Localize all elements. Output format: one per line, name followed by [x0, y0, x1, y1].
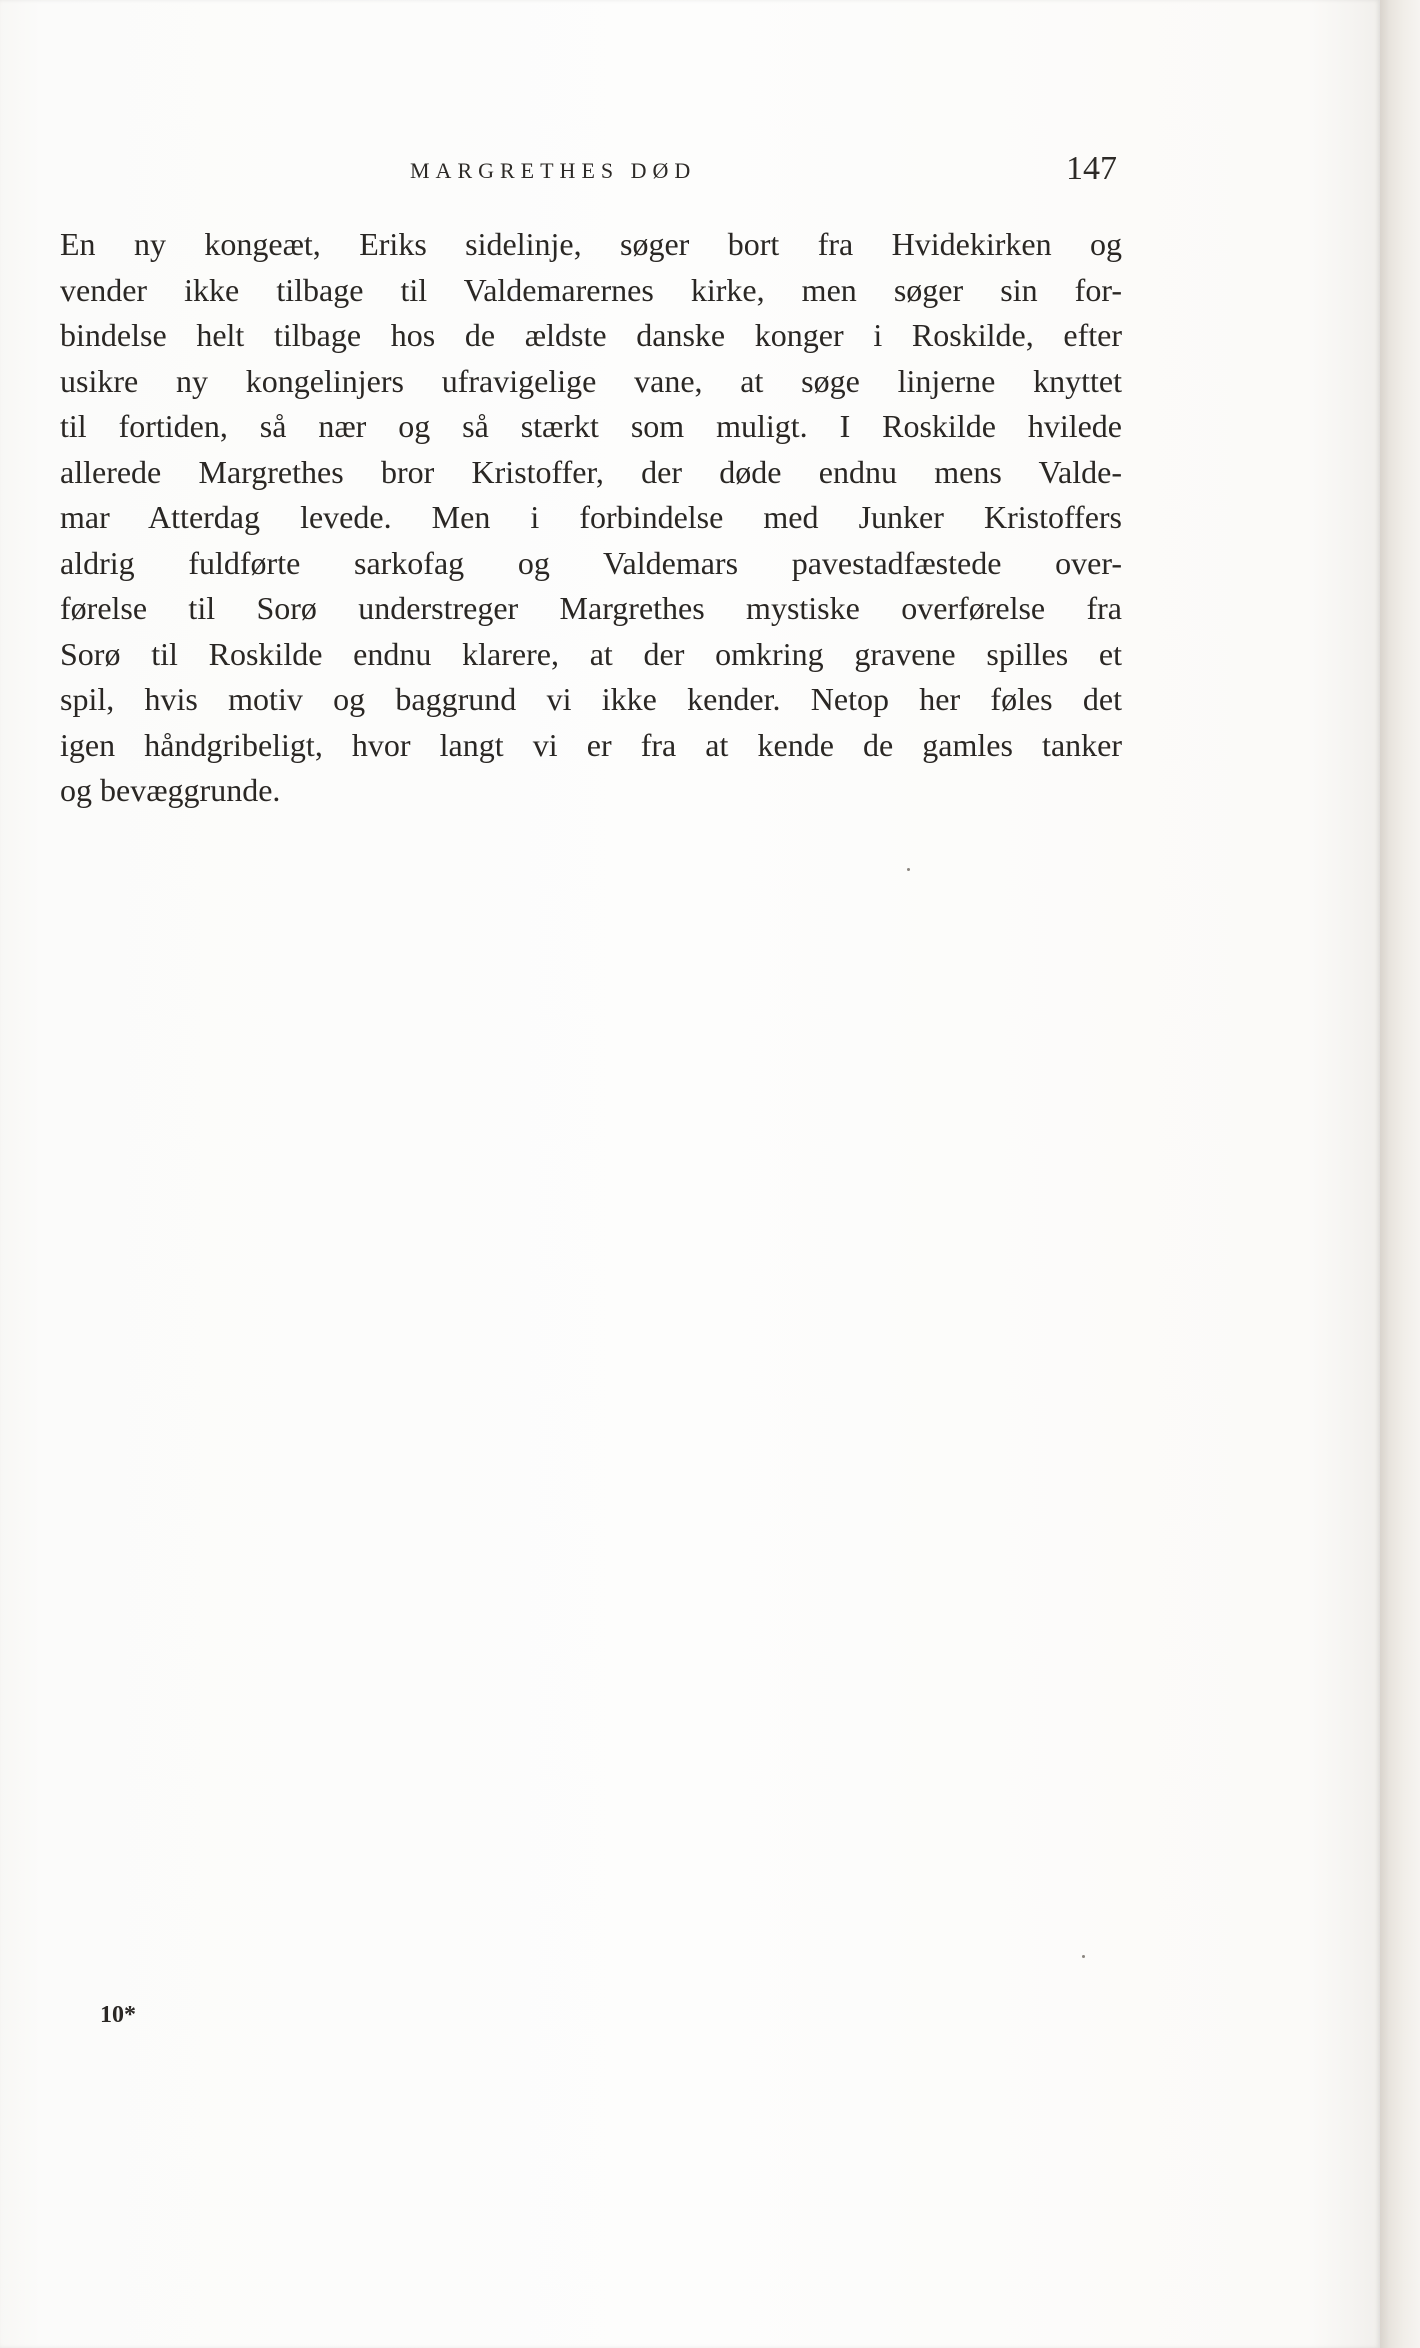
text-line: En ny kongeæt, Eriks sidelinje, søger bort fra Hvidekirken og	[60, 226, 1122, 262]
text-line: til fortiden, så nær og så stærkt som muligt. I Roskilde hvilede	[60, 408, 1122, 444]
text-line: allerede Margrethes bror Kristoffer, der døde endnu mens Valde-	[60, 453, 1122, 490]
text-line: usikre ny kongelinjers ufravigelige vane, at søge linjerne knyttet	[60, 362, 1122, 399]
page-number: 147	[1066, 150, 1117, 187]
text-line: førelse til Sorø understreger Margrethes mystiske overførelse fra	[60, 590, 1122, 626]
running-head	[0, 150, 1380, 190]
signature-mark: 10*	[100, 2002, 136, 2028]
text-line: mar Atterdag levede. Men i forbindelse med Junker Kristoffers	[60, 499, 1122, 535]
text-line: aldrig fuldførte sarkofag og Valdemars pavestadfæstede over-	[60, 544, 1122, 581]
paper-speck	[1082, 1955, 1085, 1958]
body-text	[60, 222, 1122, 814]
text-line: bindelse helt tilbage hos de ældste danske konger i Roskilde, efter	[60, 317, 1122, 353]
text-line: Sorø til Roskilde endnu klarere, at der omkring gravene spilles et	[60, 635, 1122, 672]
page-edge	[1380, 0, 1420, 2348]
text-line-last: og bevæggrunde.	[60, 772, 281, 808]
paper-speck	[907, 868, 910, 871]
running-title: MARGRETHES DØD	[410, 158, 697, 183]
text-line: vender ikke tilbage til Valdemarernes kirke, men søger sin for-	[60, 271, 1122, 308]
text-line: spil, hvis motiv og baggrund vi ikke kender. Netop her føles det	[60, 681, 1122, 717]
text-line: igen håndgribeligt, hvor langt vi er fra at kende de gamles tanker	[60, 726, 1122, 763]
